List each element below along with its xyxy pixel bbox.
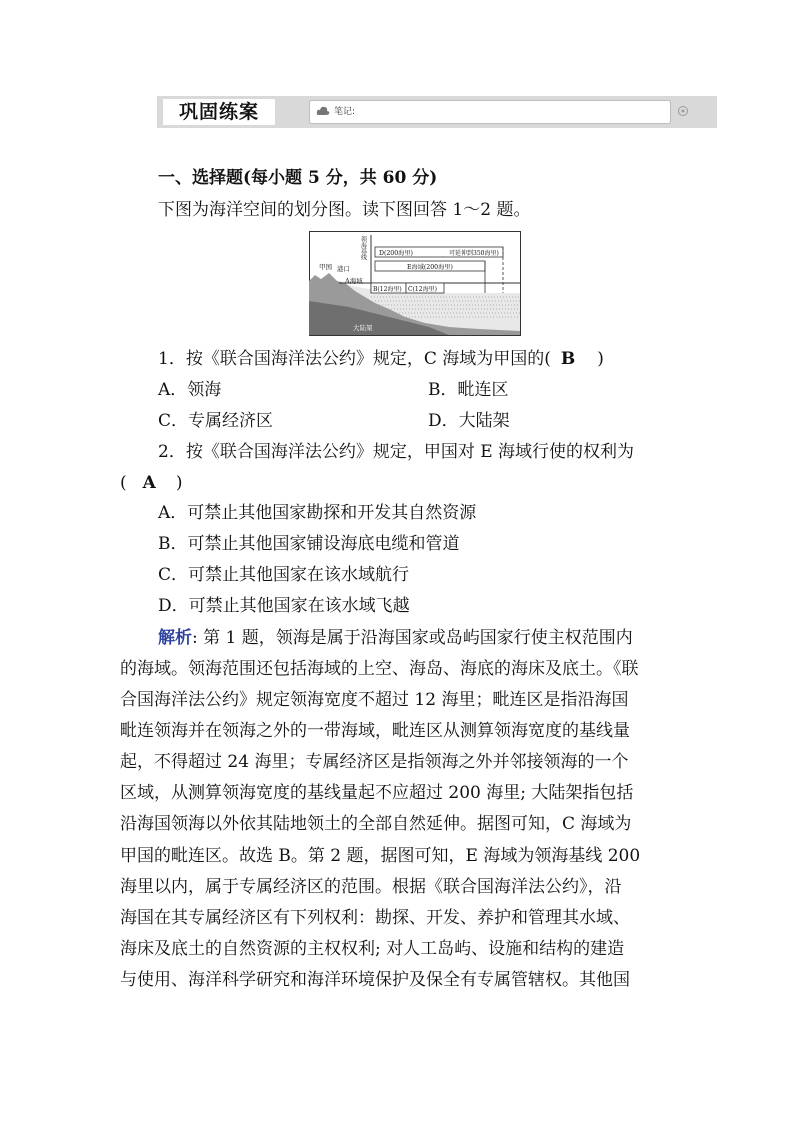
q2-option-c: C．可禁止其他国家在该水域航行	[158, 565, 410, 585]
shelf-label: 大陆架	[353, 324, 373, 332]
ocean-division-figure	[309, 231, 521, 336]
sea-a-label: A海域	[345, 277, 363, 285]
analysis-line-3: 合国海洋法公约》规定领海宽度不超过 12 海里；毗连区是指沿海国	[120, 690, 629, 710]
q2-answer: A	[142, 473, 156, 493]
intro-text: 下图为海洋空间的划分图。读下图回答 1～2 题。	[158, 200, 531, 220]
d-label: D(200海里)	[379, 250, 413, 257]
q1-option-c: C．专属经济区	[158, 411, 274, 431]
q2-stem: 2．按《联合国海洋法公约》规定，甲国对 E 海域行使的权利为	[158, 442, 635, 462]
port-label: 港口	[337, 265, 350, 273]
q1-stem	[158, 348, 604, 370]
analysis-text-1: : 第 1 题，领海是属于沿海国家或岛屿国家行使主权范围内	[192, 628, 633, 648]
q1-option-b: B．毗连区	[428, 380, 509, 400]
b-label: B(12海里)	[373, 286, 402, 293]
analysis-line-8: 甲国的毗连区。故选 B。第 2 题，据图可知，E 海域为领海基线 200	[120, 846, 641, 866]
q2-answer-line	[120, 472, 182, 494]
analysis-line-5: 起，不得超过 24 海里；专属经济区是指领海之外并邻接领海的一个	[120, 752, 629, 772]
analysis-line-2: 的海域。领海范围还包括海域的上空、海岛、海底的海床及底土。《联	[120, 659, 639, 679]
q2-paren-open: (	[120, 473, 127, 493]
cloud-icon	[316, 105, 330, 117]
q2-option-d: D．可禁止其他国家在该水域飞越	[158, 596, 410, 616]
circle-icon[interactable]	[677, 105, 689, 117]
q2-option-b: B．可禁止其他国家铺设海底电缆和管道	[158, 534, 460, 554]
d-ext-label: 可延伸到350海里)	[449, 250, 499, 257]
baseline-label: 领海基线	[359, 236, 367, 260]
c-label: C(12海里)	[408, 286, 437, 293]
q2-paren-close: )	[175, 473, 183, 493]
analysis-line-12: 与使用、海洋科学研究和海洋环境保护及保全有专属管辖权。其他国	[120, 970, 630, 990]
analysis-line-10: 海国在其专属经济区有下列权利：勘探、开发、养护和管理其水域、	[120, 908, 630, 928]
analysis-label: 解析	[158, 628, 192, 648]
country-label: 甲国	[319, 263, 332, 271]
analysis-line-4: 毗连领海并在领海之外的一带海域，毗连区从测算领海宽度的基线量	[120, 721, 630, 741]
analysis-line-7: 沿海国领海以外依其陆地领土的全部自然延伸。据图可知，C 海域为	[120, 814, 632, 834]
e-label: E海域(200海里)	[407, 264, 453, 271]
analysis-line-11: 海床及底土的自然资源的主权权利; 对人工岛屿、设施和结构的建造	[120, 939, 625, 959]
notes-field[interactable]	[309, 100, 671, 124]
q1-stem-text: 1．按《联合国海洋法公约》规定，C 海域为甲国的(	[158, 349, 551, 369]
page-title: 巩固练案	[163, 99, 275, 125]
q1-answer: B	[560, 349, 576, 369]
q1-option-d: D．大陆架	[428, 411, 510, 431]
header-bar	[157, 96, 717, 128]
notes-label: 笔记:	[334, 107, 356, 117]
analysis-line-6: 区域，从测算领海宽度的基线量起不应超过 200 海里; 大陆架指包括	[120, 783, 634, 803]
analysis-line-9: 海里以内，属于专属经济区的范围。根据《联合国海洋法公约》，沿	[120, 877, 622, 897]
q2-option-a: A．可禁止其他国家勘探和开发其自然资源	[158, 503, 477, 523]
section-title: 一、选择题(每小题 5 分，共 60 分)	[158, 168, 438, 188]
analysis-line-1	[158, 627, 633, 649]
q1-option-a: A．领海	[158, 380, 222, 400]
q1-paren-close: )	[597, 349, 604, 369]
